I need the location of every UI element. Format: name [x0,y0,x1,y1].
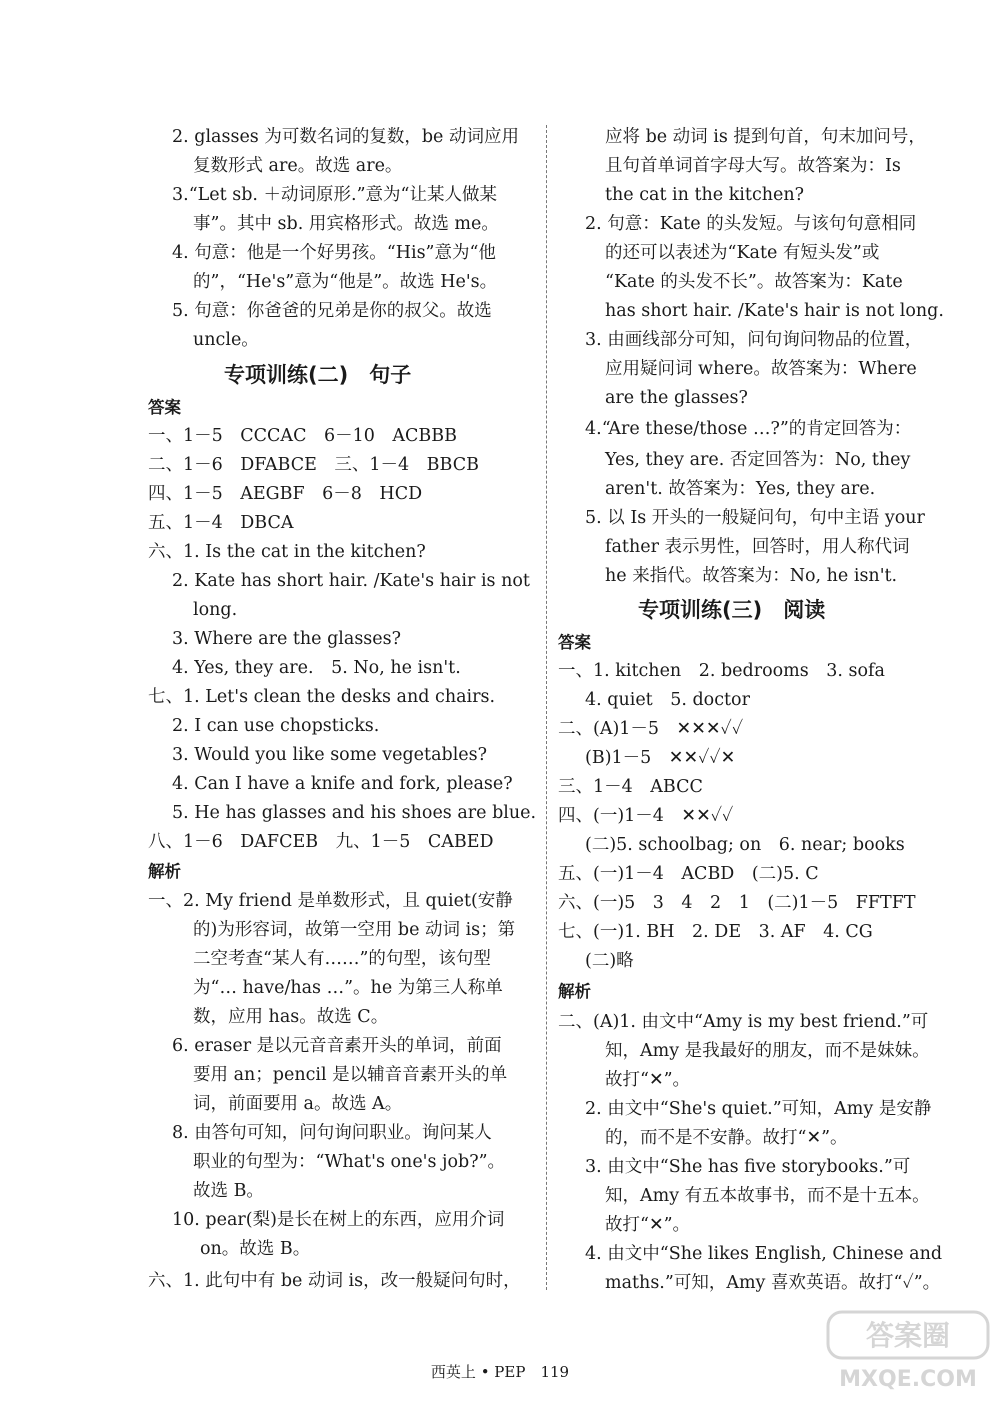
text-line: 二空考查“某人有……”的句型，该句型 [193,949,491,969]
text-line: 6. eraser 是以元音音素开头的单词，前面 [172,1036,502,1056]
page-footer: 西英上 • PEP 119 [430,1363,570,1381]
text-line: on。故选 B。 [200,1239,311,1259]
text-line: 2. I can use chopsticks. [172,716,380,736]
text-line: 2. 由文中“She's quiet.”可知，Amy 是安静 [585,1099,932,1119]
text-line: 四、1－5 AEGBF 6－8 HCD [148,484,423,504]
text-line: maths.”可知，Amy 喜欢英语。故打“✓”。 [605,1273,941,1293]
text-line: 3. Where are the glasses? [172,629,402,649]
text-line: 3. 由画线部分可知，问句询问物品的位置， [585,330,923,350]
text-line: 七、(一)1. BH 2. DE 3. AF 4. CG [558,922,873,942]
text-line: 六、1. 此句中有 be 动词 is，改一般疑问句时， [148,1271,521,1291]
text-line: 应用疑问词 where。故答案为：Where [605,359,917,379]
text-line: 四、(一)1－4 ✕✕✓✓ [558,806,734,826]
answers-label: 答案 [558,633,591,652]
text-line: 3. 由文中“She has five storybooks.”可 [585,1157,911,1177]
text-line: 一、2. My friend 是单数形式，且 quiet(安静 [148,891,513,911]
analysis-label: 解析 [558,982,591,1001]
analysis-label: 解析 [148,862,181,881]
text-line: 2. glasses 为可数名词的复数，be 动词应用 [172,127,519,147]
text-line: 2. 句意：Kate 的头发短。与该句句意相同 [585,214,917,234]
text-line: 2. Kate has short hair. /Kate's hair is not [172,571,530,591]
text-line: 5. 句意：你爸爸的兄弟是你的叔父。故选 [172,301,492,321]
text-line: 事”。其中 sb. 用宾格形式。故选 me。 [193,214,499,234]
text-line: 5. 以 Is 开头的一般疑问句，句中主语 your [585,508,925,528]
text-line: 一、1. kitchen 2. bedrooms 3. sofa [558,661,885,681]
watermark-logo [822,1308,994,1394]
text-line: 复数形式 are。故选 are。 [193,156,403,176]
text-line: 3.“Let sb. ＋动词原形.”意为“让某人做某 [172,185,497,205]
text-line: 要用 an；pencil 是以辅音音素开头的单 [193,1065,508,1085]
text-line: 4. Can I have a knife and fork, please? [172,774,513,794]
text-line: 为“… have/has …”。he 为第三人称单 [193,978,503,998]
text-line: 词，前面要用 a。故选 A。 [193,1094,403,1114]
text-line: 应将 be 动词 is 提到句首，句末加问号， [605,127,926,147]
text-line: 八、1－6 DAFCEB 九、1－5 CABED [148,832,494,852]
text-line: uncle。 [193,330,259,350]
text-line: 数，应用 has。故选 C。 [193,1007,389,1027]
text-line: 二、1－6 DFABCE 三、1－4 BBCB [148,455,479,475]
text-line: 二、(A)1. 由文中“Amy is my best friend.”可 [558,1012,929,1032]
text-line: 的，而不是不安静。故打“✕”。 [605,1128,848,1148]
section-heading: 专项训练(二) 句子 [224,363,412,387]
text-line: 的)为形容词，故第一空用 be 动词 is；第 [193,920,516,940]
text-line: 一、1－5 CCCAC 6－10 ACBBB [148,426,457,446]
text-line: 职业的句型为：“What's one's job?”。 [193,1152,506,1172]
watermark-text-main: 答案圈 [865,1319,951,1352]
text-line: has short hair. /Kate's hair is not long. [605,301,944,321]
text-line: 8. 由答句可知，问句询问职业。询问某人 [172,1123,492,1143]
text-line: 五、(一)1－4 ACBD (二)5. C [558,864,819,884]
text-line: 二、(A)1－5 ✕✕✕✓✓ [558,719,744,739]
section-heading: 专项训练(三) 阅读 [638,598,826,622]
text-line: Yes, they are. 否定回答为：No, they [605,450,911,470]
text-line: 4. 句意：他是一个好男孩。“His”意为“他 [172,243,496,263]
text-line: “Kate 的头发不长”。故答案为：Kate [605,272,903,292]
text-line: 的”，“He's”意为“他是”。故选 He's。 [193,272,498,292]
text-line: 知，Amy 是我最好的朋友，而不是妹妹。 [605,1041,930,1061]
text-line: 故打“✕”。 [605,1215,691,1235]
text-line: 5. He has glasses and his shoes are blue. [172,803,537,823]
text-line: 3. Would you like some vegetables? [172,745,488,765]
text-line: long. [193,600,238,620]
text-line: 4.“Are these/those …?”的肯定回答为： [585,419,912,439]
text-line: the cat in the kitchen? [605,185,805,205]
text-line: 4. 由文中“She likes English, Chinese and [585,1244,943,1264]
text-line: are the glasses? [605,388,748,408]
text-line: 故打“✕”。 [605,1070,691,1090]
text-line: (二)略 [585,951,634,971]
text-line: 10. pear(梨)是长在树上的东西，应用介词 [172,1210,505,1230]
text-line: 的还可以表述为“Kate 有短头发”或 [605,243,880,263]
text-line: 七、1. Let's clean the desks and chairs. [148,687,496,707]
text-line: 且句首单词首字母大写。故答案为：Is [605,156,901,176]
text-line: he 来指代。故答案为：No, he isn't. [605,566,898,586]
text-line: 知，Amy 有五本故事书，而不是十五本。 [605,1186,930,1206]
column-divider [546,125,547,1290]
text-line: aren't. 故答案为：Yes, they are. [605,479,876,499]
text-line: (二)5. schoolbag; on 6. near; books [585,835,905,855]
text-line: 六、1. Is the cat in the kitchen? [148,542,426,562]
text-line: 4. Yes, they are. 5. No, he isn't. [172,658,461,678]
text-line: father 表示男性，回答时，用人称代词 [605,537,910,557]
watermark-text-url: MXQE.COM [839,1367,977,1392]
answers-label: 答案 [148,398,181,417]
text-line: 4. quiet 5. doctor [585,690,750,710]
text-line: 三、1－4 ABCC [558,777,703,797]
text-line: 六、(一)5 3 4 2 1 (二)1－5 FFTFT [558,893,916,913]
text-line: 故选 B。 [193,1181,264,1201]
text-line: (B)1－5 ✕✕✓✓✕ [585,748,736,768]
text-line: 五、1－4 DBCA [148,513,294,533]
